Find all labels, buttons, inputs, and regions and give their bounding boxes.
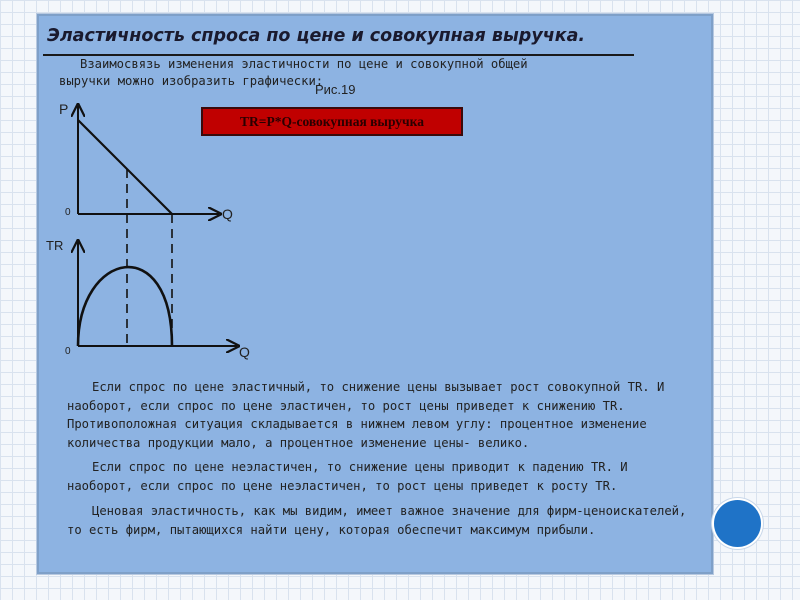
- top-x-axis-label: Q: [222, 206, 233, 222]
- total-revenue-curve: [78, 267, 172, 346]
- navigation-circle-button[interactable]: [714, 500, 761, 547]
- paragraph-price-searchers: Ценовая эластичность, как мы видим, имеет важное значение для фирм-ценоискателей, то есть фирм, пытающихся найти цену, которая обеспечит максимум прибыли.: [67, 504, 687, 537]
- bottom-y-axis-label: TR: [46, 238, 64, 253]
- paragraph-elastic: Если спрос по цене эластичный, то снижение цены вызывает рост совокупной TR. И наоборот, если спрос по цене эластичен, то рост цены приведет к снижению TR. Противоположная ситуация складывается в нижнем левом углу: процентное изменение количества продукции мало, а процентное изменение цены- велико.: [67, 380, 665, 450]
- intro-text: Взаимосвязь изменения эластичности по цене и совокупной общей выручки можно изобразить графически:: [59, 57, 528, 88]
- demand-curve: [78, 120, 172, 214]
- slide-title: Эластичность спроса по цене и совокупная выручка.: [47, 26, 586, 46]
- paragraph-inelastic: Если спрос по цене неэластичен, то снижение цены приводит к падению TR. И наоборот, если спрос по цене неэластичен, то рост цены приведет к росту TR.: [67, 460, 628, 493]
- slide-panel: [37, 14, 713, 574]
- top-origin-label: 0: [65, 207, 71, 218]
- formula-text: TR=P*Q-совокупная выручка: [240, 113, 424, 129]
- figure-label: Рис.19: [315, 82, 356, 97]
- bottom-origin-label: 0: [65, 346, 71, 357]
- top-y-axis-label: P: [59, 101, 69, 117]
- bottom-graph: [78, 242, 237, 346]
- top-graph: [78, 106, 219, 214]
- bottom-x-axis-label: Q: [239, 344, 250, 360]
